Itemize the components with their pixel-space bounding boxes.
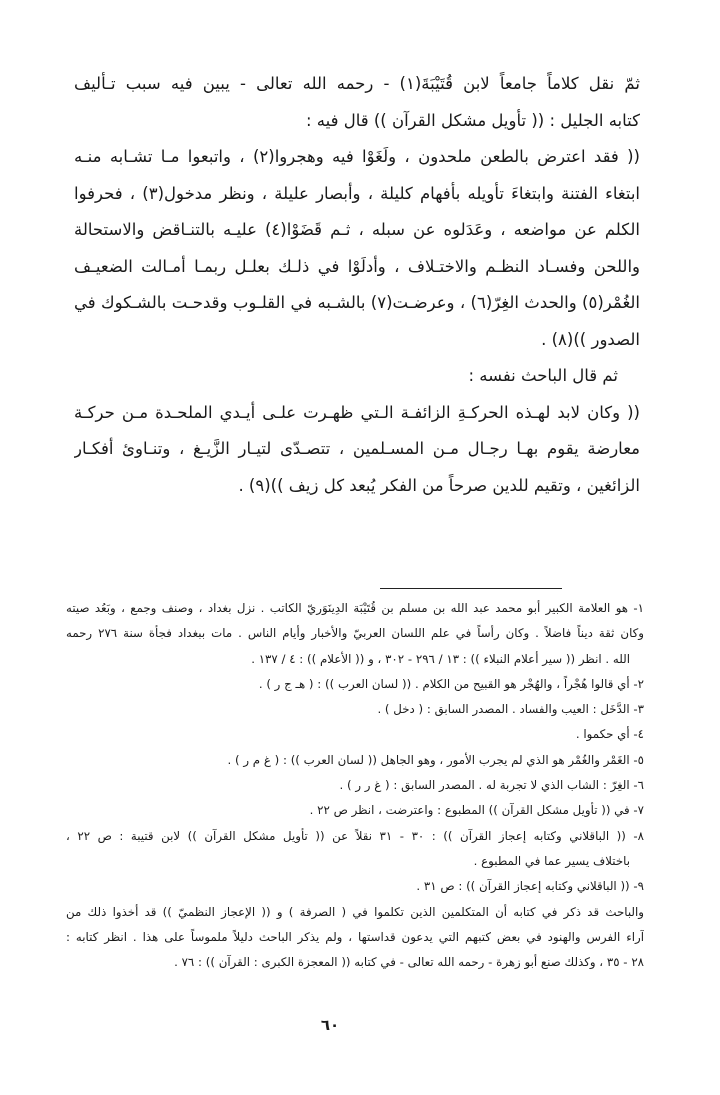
footnote-line: ٦- الغِرّ : الشاب الذي لا تجربة له . المصدر السابق : ( غ ر ر ) . [339, 778, 644, 793]
main-text-line: ابتغاء الفتنة وابتغاءَ تأويله بأفهام كليلة ، وأبصار عليلة ، ونظر مدخول(٣) ، فحرفوا [74, 183, 640, 203]
footnote-line: ٤- أي حكموا . [575, 727, 644, 742]
main-text-block [74, 66, 640, 504]
footnote-line: ٣- الدَّخَل : العيب والفساد . المصدر السابق : ( دخل ) . [377, 702, 644, 717]
footnote-line: وكان ثقة ديناً فاضلاً . وكان رأساً في علم اللسان العربيّ والأخبار وأيام الناس . مات ببغداد فجأة سنة ٢٧٦ رحمه [66, 626, 644, 641]
main-text-line: الكلم عن مواضعه ، وعَدَلوه عن سبله ، ثـم قَضَوْا(٤) عليـه بالتنـاقض والاستحالة [74, 220, 640, 239]
main-text-line: ثمّ نقل كلاماً جامعاً لابن قُتَيْبَةَ(١) - رحمه الله تعالى - يبين فيه سبب تـأليف [74, 74, 640, 93]
footnote-divider [380, 588, 562, 589]
footnote-line: باختلاف يسير عما في المطبوع . [473, 853, 630, 868]
footnote-line: ٢- أي قالوا هُجْراً ، والهُجْر هو القبيح من الكلام . (( لسان العرب )) : ( هـ ج ر ) . [258, 676, 644, 691]
footnote-line: الله . انظر (( سير أعلام النبلاء )) : ١٣ / ٢٩٦ - ٣٠٢ ، و (( الأعلام )) : ٤ / ١٣٧ . [251, 651, 630, 666]
footnote-line: والباحث قد ذكر في كتابه أن المتكلمين الذين تكلموا في ( الصرفة ) و (( الإعجاز النظميّ )) قد أخذوا ذلك من [66, 904, 644, 919]
footnote-line: ٥- الغَمْر والغُمْر هو الذي لم يجرب الأمور ، وهو الجاهل (( لسان العرب )) : ( غ م ر ) . [227, 752, 644, 767]
footnote-line: آراء الفرس والهنود في بعض كتبهم التي يدعون قداستها ، ولم يذكر الباحث دليلاً ملموساً على هذا . انظر كتابه : [66, 929, 644, 944]
footnote-line: ٢٨ - ٣٥ ، وكذلك صنع أبو زهرة - رحمه الله تعالى - في كتابه (( المعجزة الكبرى : القرآن )) : ٧٦ . [174, 955, 644, 970]
main-text-line: الصدور ))(٨) . [541, 329, 640, 349]
footnote-line: ٩- (( الباقلاني وكتابه إعجاز القرآن )) : ص ٣١ . [416, 879, 644, 894]
footnote-line: ٨- (( الباقلاني وكتابه إعجاز القرآن )) : ٣٠ - ٣١ نقلاً عن (( تأويل مشكل القرآن )) لابن قتيبة : ص ٢٢ ، [66, 828, 644, 843]
main-text-line: معارضة يقوم بهـا رجـال مـن المسـلمين ، تتصـدّى لتيـار الزَّيـغ ، وتنـاوئ أفكـار [74, 439, 640, 458]
footnote-line: ١- هو العلامة الكبير أبو محمد عبد الله بن مسلم بن قُتَيْبَة الدِينَوَريّ الكاتب . نزل بغداد ، وصنف وجمع ، وبَعُد صيته [66, 601, 644, 615]
main-text-line: (( وكان لابد لهـذه الحركـةِ الزائفـة الـتي ظهـرت علـى أيـدي الملحـدة مـن حركـة [74, 402, 640, 422]
page-number: ٦٠ [320, 1016, 340, 1034]
main-text-line: (( فقد اعترض بالطعن ملحدون ، ولَغَوْا فيه وهجروا(٢) ، واتبعوا مـا تشـابه منـه [74, 147, 640, 166]
main-text-line: الزائغين ، وتقيم للدين صرحاً من الفكر يُبعد كل زيف ))(٩) . [238, 475, 640, 495]
footnotes-block [66, 596, 644, 975]
main-text-line: الغُمْر(٥) والحدث الغِرّ(٦) ، وعرضـت(٧) بالشـبه في القلـوب وقدحـت بالشـكوك في [74, 293, 640, 312]
main-text-line: كتابه الجليل : (( تأويل مشكل القرآن )) قال فيه : [305, 110, 640, 130]
main-text-line: واللحن وفسـاد النظـم والاختـلاف ، وأدلَوْا في ذلـك بعلـل ربمـا أمـالت الضعيـف [74, 256, 640, 276]
footnote-line: ٧- في (( تأويل مشكل القرآن )) المطبوع : واعترضت ، انظر ص ٢٢ . [309, 803, 644, 818]
main-text-line: ثم قال الباحث نفسه : [468, 366, 618, 385]
